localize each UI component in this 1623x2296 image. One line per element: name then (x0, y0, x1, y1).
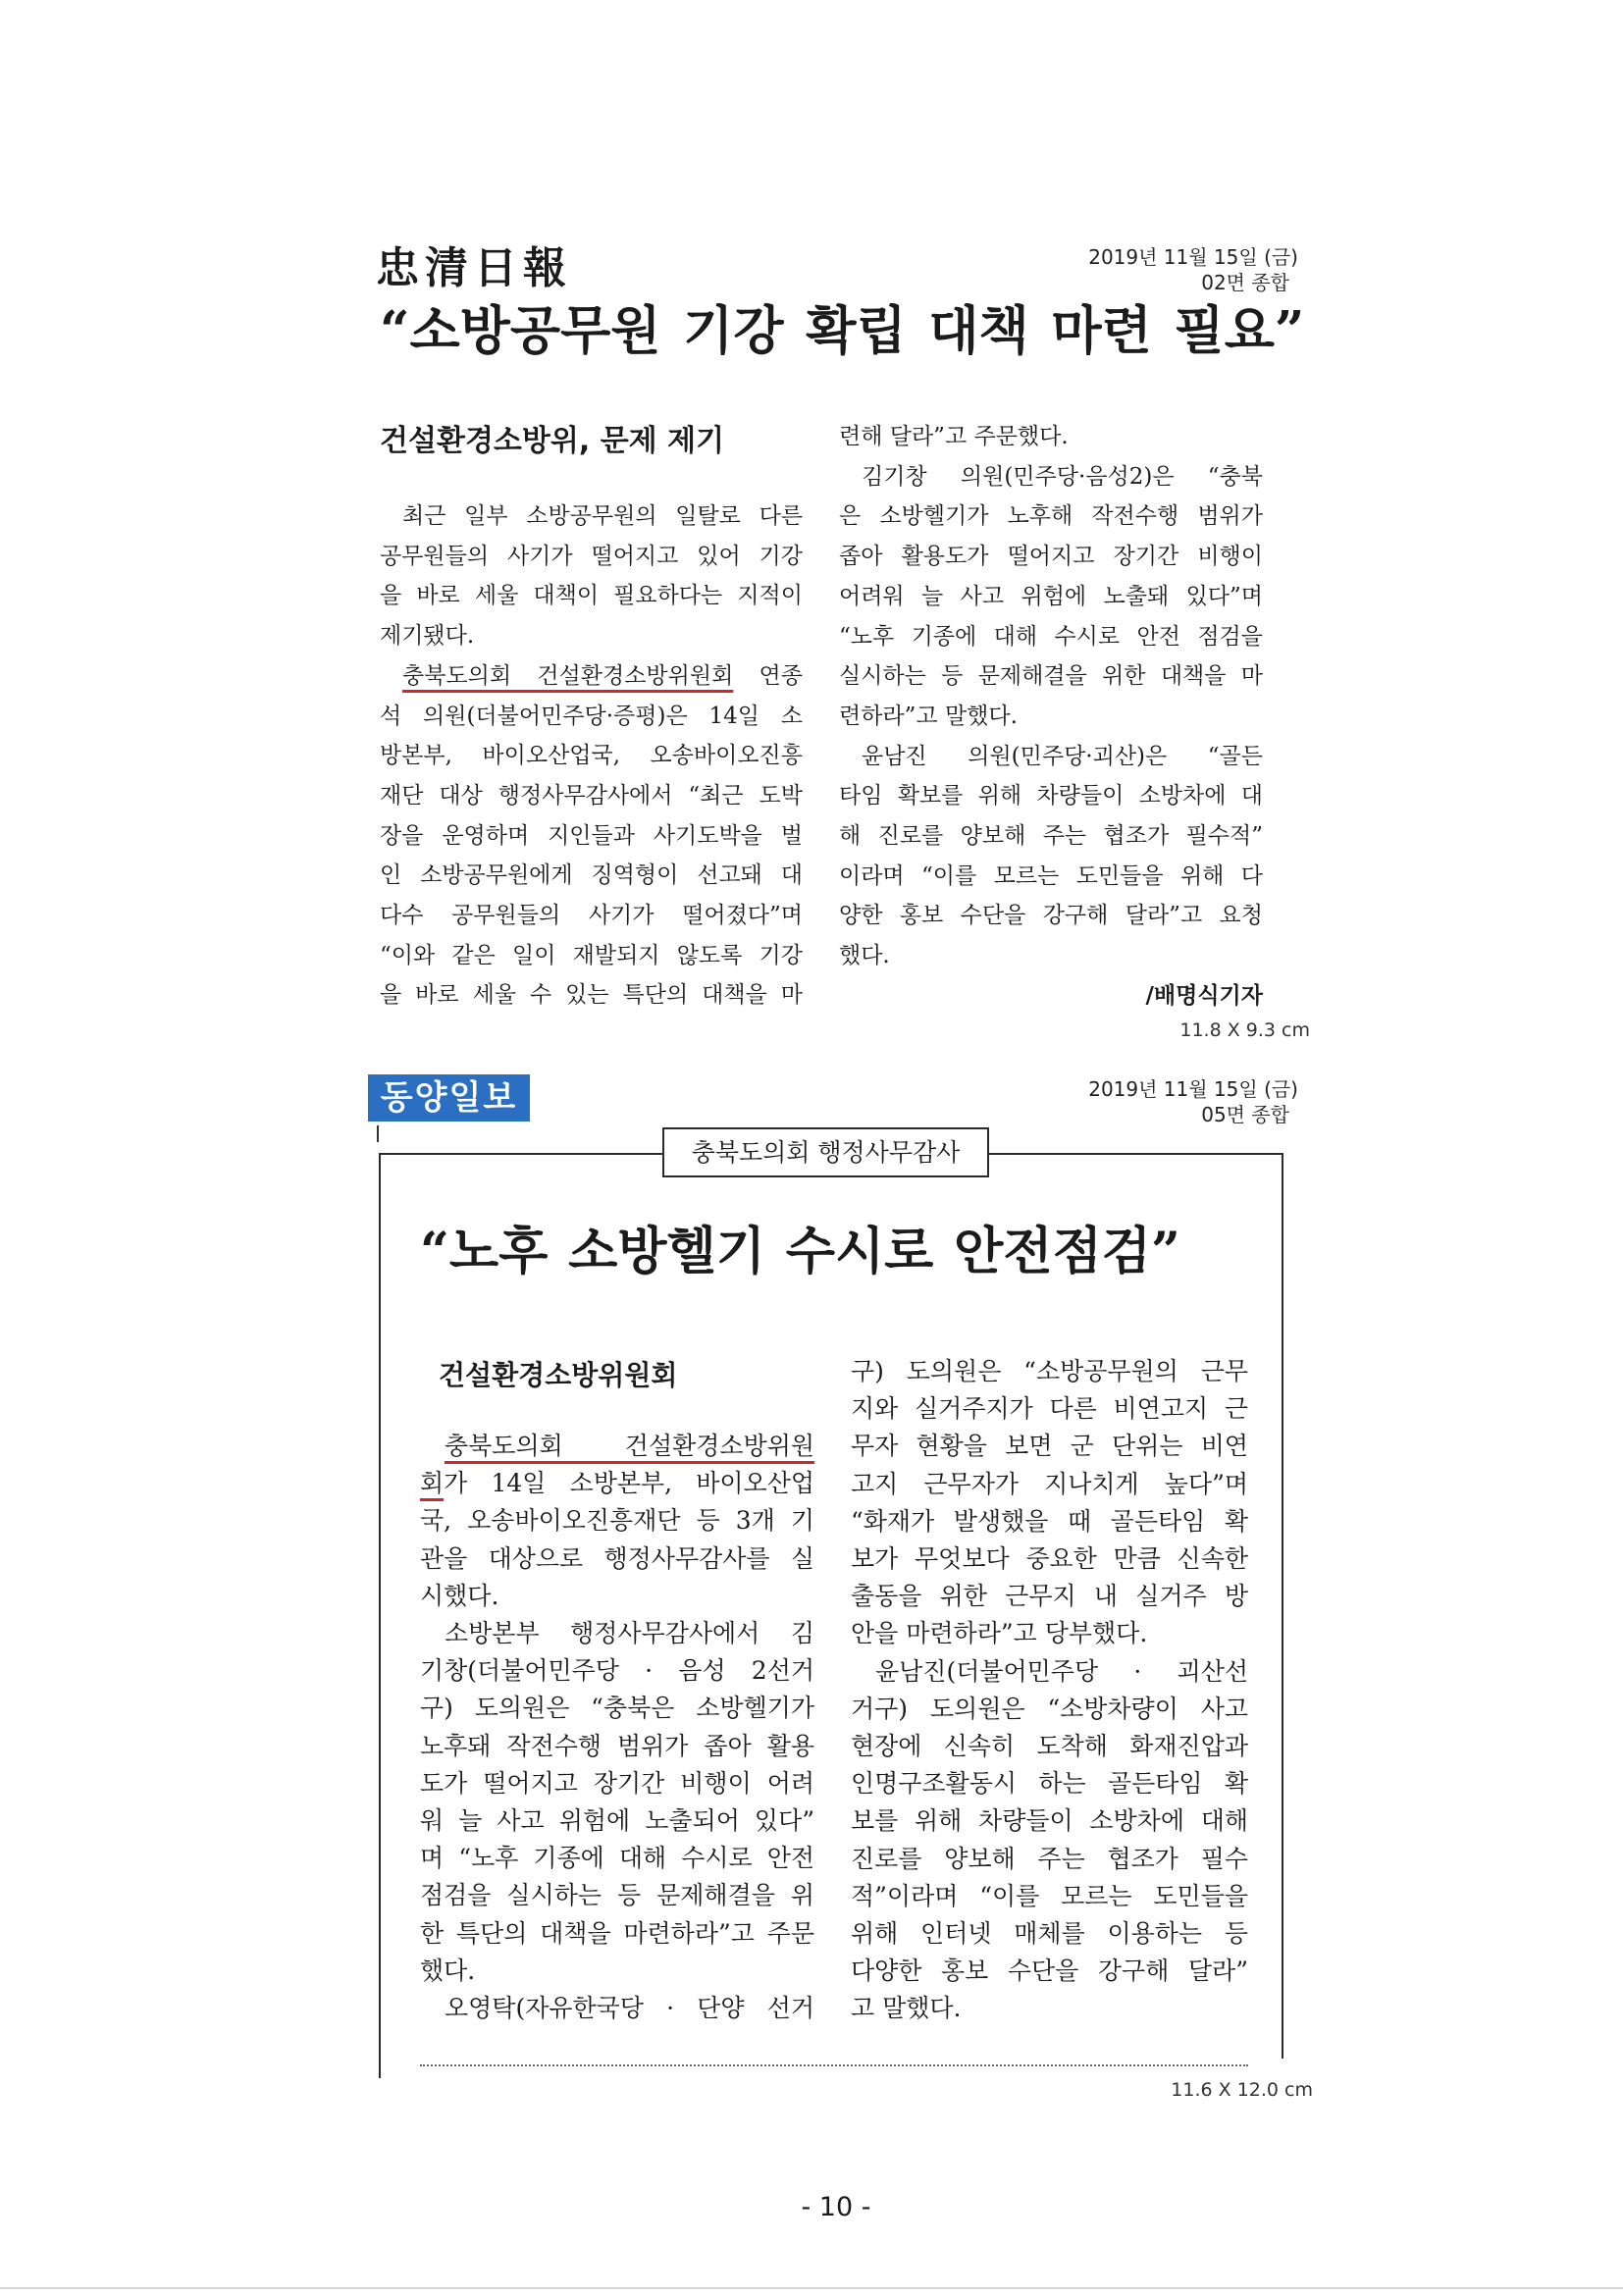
clipping-size: 11.6 X 12.0 cm (1171, 2079, 1313, 2101)
newspaper-masthead-chungcheong: 忠清日報 (376, 243, 572, 293)
body-line: 고지 근무자가 지나치게 높다”며 (851, 1469, 1248, 1498)
masthead-tick-mark (377, 1125, 379, 1142)
body-line: 해 진로를 양보해 주는 협조가 필수적” (839, 823, 1263, 850)
article-frame-bottom-dotted (420, 2064, 1248, 2066)
page-section: 02면 종합 (1201, 271, 1289, 294)
newspaper-masthead-dongyang: 동양일보 (368, 1074, 530, 1122)
body-line: 지와 실거주지가 다른 비연고지 근 (851, 1394, 1248, 1424)
body-line: 적”이라며 “이를 모르는 도민들을 (851, 1881, 1248, 1910)
body-line: 이라며 “이를 모르는 도민들을 위해 다 (839, 862, 1263, 889)
body-line: 제기됐다. (380, 623, 475, 650)
article2-section-label: 충북도의회 행정사무감사 (662, 1127, 989, 1177)
body-line: 보가 무엇보다 중요한 만큼 신속한 (851, 1544, 1248, 1574)
body-line: 위해 인터넷 매체를 이용하는 등 (851, 1919, 1248, 1949)
body-line (380, 656, 803, 697)
body-line: 을 바로 세울 수 있는 특단의 대책을 마 (380, 982, 803, 1009)
body-line: 어려워 늘 사고 위험에 노출돼 있다”며 (839, 583, 1263, 609)
body-line: 관을 대상으로 행정사무감사를 실 (420, 1543, 814, 1573)
body-line: 도가 떨어지고 장기간 비행이 어려 (420, 1768, 814, 1798)
body-line: “화재가 발생했을 때 골든타임 확 (851, 1506, 1248, 1536)
body-line: 양한 홍보 수단을 강구해 달라”고 요청 (839, 903, 1263, 929)
body-line-text: 가 14일 소방본부, 바이오산업 (444, 1469, 814, 1498)
body-line: 무자 현황을 보면 군 단위는 비연 (851, 1432, 1248, 1461)
body-line: 련하라”고 말했다. (839, 703, 1018, 729)
article2-dateline (1088, 1076, 1298, 1127)
body-line-text: 연종 (733, 662, 803, 689)
body-line: 다양한 홍보 수단을 강구해 달라” (851, 1957, 1248, 1986)
body-line: “이와 같은 일이 재발되지 않도록 기강 (380, 942, 803, 968)
article2-right-column (851, 1353, 1248, 2028)
body-line: 최근 일부 소방공무원의 일탈로 다른 (402, 503, 803, 529)
body-line: 국, 오송바이오진흥재단 등 3개 기 (420, 1506, 814, 1536)
body-line: 진로를 양보해 주는 협조가 필수 (851, 1844, 1248, 1873)
body-line: 윤남진(더불어민주당 · 괴산선 (875, 1656, 1248, 1686)
body-line: 재단 대상 행정사무감사에서 “최근 도박 (380, 782, 803, 809)
body-line: 며 “노후 기종에 대해 수시로 안전 (420, 1844, 814, 1873)
article1-dateline (1088, 244, 1298, 295)
page-number: - 10 - (801, 2192, 871, 2222)
body-line: 다수 공무원들의 사기가 떨어졌다”며 (380, 903, 803, 929)
body-line: 보를 위해 차량들이 소방차에 대해 (851, 1806, 1248, 1836)
reporter-byline: /배명식기자 (1145, 982, 1263, 1009)
body-line: 석 의원(더불어민주당·증평)은 14일 소 (380, 703, 803, 729)
body-line: 기창(더불어민주당 · 음성 2선거 (420, 1656, 814, 1686)
article1-headline: “소방공무원 기강 확립 대책 마련 필요” (380, 300, 1305, 361)
article1-right-column (839, 417, 1263, 1017)
clipping-size: 11.8 X 9.3 cm (1179, 1019, 1310, 1041)
body-line: 을 바로 세울 대책이 필요하다는 지적이 (380, 583, 803, 609)
body-line: 좁아 활용도가 떨어지고 장기간 비행이 (839, 544, 1263, 570)
article-frame-right (1282, 1153, 1283, 2059)
publication-date: 2019년 11월 15일 (금) (1088, 245, 1298, 269)
body-line: 구) 도의원은 “소방공무원의 근무 (851, 1357, 1248, 1385)
body-line: 한 특단의 대책을 마련하라”고 주문 (420, 1918, 814, 1948)
article2-headline: “노후 소방헬기 수시로 안전점검” (420, 1222, 1180, 1281)
body-line: 했다. (839, 943, 890, 969)
body-line: 했다. (420, 1956, 476, 1985)
body-line: 고 말했다. (851, 1994, 962, 2023)
body-line: 방본부, 바이오산업국, 오송바이오진흥 (380, 743, 803, 769)
article1-subhead: 건설환경소방위, 문제 제기 (380, 424, 725, 458)
page-bottom-edge (0, 2287, 1623, 2289)
body-line: 타임 확보를 위해 차량들이 소방차에 대 (839, 783, 1263, 809)
red-underline-mark: 회 (420, 1469, 445, 1498)
body-line: 련해 달라”고 주문했다. (839, 424, 1069, 449)
body-line: 인 소방공무원에게 징역형이 선고돼 대 (380, 862, 803, 889)
body-line: 워 늘 사고 위험에 노출되어 있다” (420, 1806, 814, 1836)
body-line: 공무원들의 사기가 떨어지고 있어 기강 (380, 543, 803, 569)
body-line: 점검을 실시하는 등 문제해결을 위 (420, 1881, 814, 1910)
article-frame-left (379, 1153, 381, 2078)
body-line (420, 1428, 814, 1465)
body-line: 시했다. (420, 1581, 499, 1610)
body-line (420, 1465, 814, 1502)
body-line: 인명구조활동시 하는 골든타임 확 (851, 1769, 1248, 1799)
page-section: 05면 종합 (1201, 1103, 1289, 1126)
body-line: 장을 운영하며 지인들과 사기도박을 벌 (380, 822, 803, 849)
red-underline-mark: 충북도의회 건설환경소방위원 (445, 1432, 814, 1460)
body-line: 노후돼 작전수행 범위가 좁아 활용 (420, 1731, 814, 1760)
body-line: 구) 도의원은 “충북은 소방헬기가 (420, 1694, 814, 1723)
body-line: 거구) 도의원은 “소방차량이 사고 (851, 1694, 1248, 1723)
body-line: 출동을 위한 근무지 내 실거주 방 (851, 1582, 1248, 1611)
article2-left-column (420, 1428, 814, 2027)
red-underline-mark: 충북도의회 건설환경소방위원회 (402, 662, 734, 689)
body-line: 김기창 의원(민주당·음성2)은 “충북 (862, 463, 1263, 490)
article1-left-column (380, 496, 803, 1016)
body-line: 소방본부 행정사무감사에서 김 (445, 1619, 814, 1648)
body-line: 윤남진 의원(민주당·괴산)은 “골든 (862, 743, 1263, 769)
body-line: 현장에 신속히 도착해 화재진압과 (851, 1732, 1248, 1761)
body-line: “노후 기종에 대해 수시로 안전 점검을 (839, 623, 1263, 650)
body-line: 오영탁(자유한국당 · 단양 선거 (445, 1994, 814, 2023)
body-line: 안을 마련하라”고 당부했다. (851, 1619, 1148, 1648)
body-line: 실시하는 등 문제해결을 위한 대책을 마 (839, 663, 1263, 690)
article2-subhead: 건설환경소방위원회 (439, 1359, 678, 1391)
body-line: 은 소방헬기가 노후해 작전수행 범위가 (839, 503, 1263, 530)
publication-date: 2019년 11월 15일 (금) (1088, 1077, 1298, 1101)
